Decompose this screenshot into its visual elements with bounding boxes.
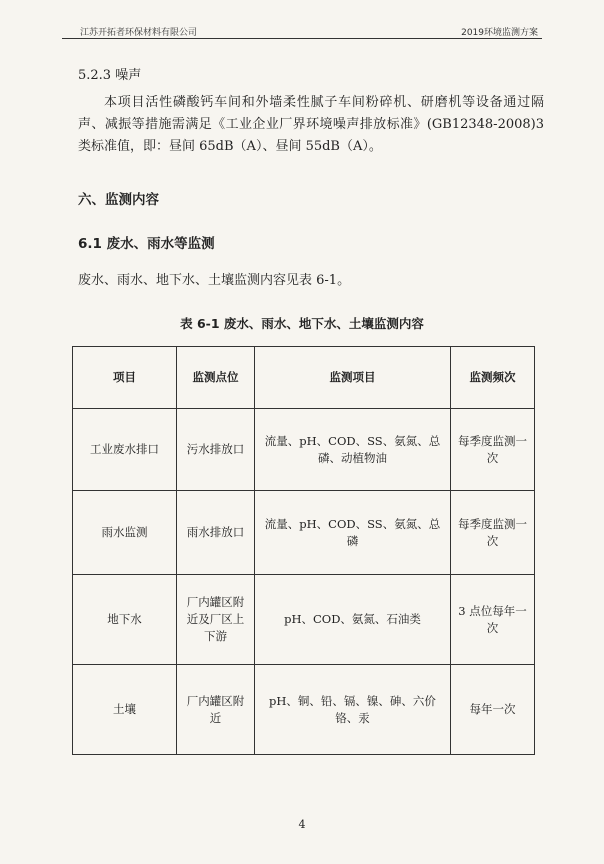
cell-item: 工业废水排口 [73,409,177,491]
cell-frequency: 3 点位每年一次 [451,575,535,665]
cell-frequency: 每年一次 [451,665,535,755]
table-row [73,491,535,575]
header-cell-item: 项目 [73,347,177,409]
page-header [62,22,542,39]
cell-item: 雨水监测 [73,491,177,575]
table-header-row [73,347,535,409]
header-cell-frequency: 监测频次 [451,347,535,409]
cell-point: 污水排放口 [177,409,255,491]
cell-parameters: 流量、pH、COD、SS、氨氮、总磷 [255,491,451,575]
cell-frequency: 每季度监测一次 [451,491,535,575]
cell-point: 雨水排放口 [177,491,255,575]
cell-point: 厂内罐区附近及厂区上下游 [177,575,255,665]
cell-frequency: 每季度监测一次 [451,409,535,491]
cell-parameters: pH、COD、氨氮、石油类 [255,575,451,665]
cell-item: 土壤 [73,665,177,755]
section-6-1-heading: 6.1 废水、雨水等监测 [78,236,215,252]
cell-point: 厂内罐区附近 [177,665,255,755]
header-company: 江苏开拓者环保材料有限公司 [80,28,198,38]
section-6-heading: 六、监测内容 [78,192,159,208]
table-row [73,409,535,491]
header-cell-point: 监测点位 [177,347,255,409]
section-6-1-intro: 废水、雨水、地下水、土壤监测内容见表 6-1。 [78,273,351,288]
monitoring-table [72,346,535,755]
cell-parameters: pH、铜、铅、镉、镍、砷、六价铬、汞 [255,665,451,755]
table-row [73,665,535,755]
header-cell-parameters: 监测项目 [255,347,451,409]
page-number: 4 [298,818,306,831]
header-doc-title: 2019环境监测方案 [461,28,538,38]
cell-parameters: 流量、pH、COD、SS、氨氮、总磷、动植物油 [255,409,451,491]
section-5-2-3-heading: 5.2.3 噪声 [78,68,142,83]
section-5-2-3-paragraph: 本项目活性磷酸钙车间和外墙柔性腻子车间粉碎机、研磨机等设备通过隔声、减振等措施需满足《工业企业厂界环境噪声排放标准》(GB12348-2008)3 类标准值，即：昼间 65dB（A）、昼间 55dB（A）。 [78,95,544,154]
table-caption: 表 6-1 废水、雨水、地下水、土壤监测内容 [180,316,424,331]
table-row [73,575,535,665]
cell-item: 地下水 [73,575,177,665]
